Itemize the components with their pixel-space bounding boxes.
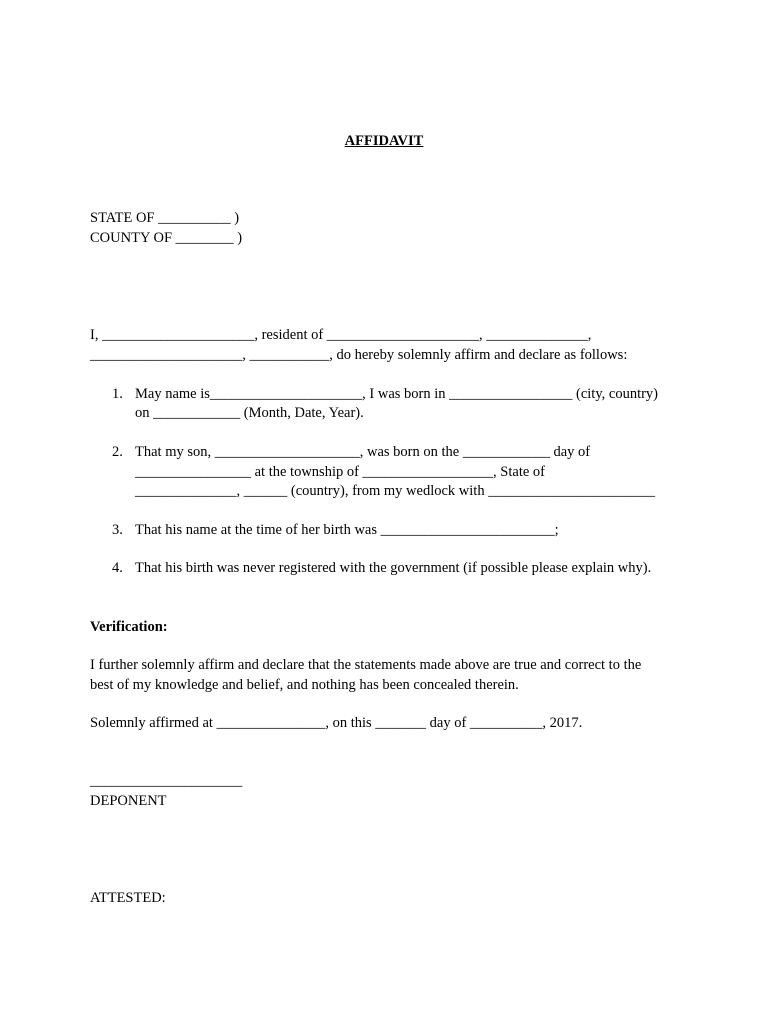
item-3-line-1: That his name at the time of her birth was ________________________; — [135, 522, 559, 538]
intro-line-2: _____________________, ___________, do hereby solemnly affirm and declare as follows: — [90, 347, 628, 363]
item-1-line-1: May name is_____________________, I was born in _________________ (city, country) — [135, 386, 659, 402]
intro-line-1: I, _____________________, resident of _____________________, ______________, — [90, 327, 592, 343]
item-4-number: 4. — [112, 560, 123, 576]
item-4-line-1: That his birth was never registered with the government (if possible please explain why). — [135, 560, 652, 576]
item-2-line-1: That my son, ____________________, was born on the ____________ day of — [135, 444, 591, 460]
item-1-number: 1. — [112, 386, 123, 402]
item-2-line-2: ________________ at the township of __________________, State of — [135, 464, 546, 480]
attested-label: ATTESTED: — [90, 890, 166, 906]
item-2-number: 2. — [112, 444, 123, 460]
verification-line-1: I further solemnly affirm and declare that the statements made above are true and correct to the — [90, 657, 642, 673]
item-2-line-3: ______________, ______ (country), from my wedlock with _______________________ — [135, 483, 655, 499]
county-line: COUNTY OF ________ ) — [90, 230, 243, 246]
item-1-line-2: on ____________ (Month, Date, Year). — [135, 405, 364, 421]
verification-line-2: best of my knowledge and belief, and nothing has been concealed therein. — [90, 677, 519, 693]
state-line: STATE OF __________ ) — [90, 210, 240, 226]
signature-line: _____________________ — [90, 773, 243, 789]
verification-heading: Verification: — [90, 619, 168, 635]
affirmed-line: Solemnly affirmed at _______________, on this _______ day of __________, 2017. — [90, 715, 583, 731]
item-3-number: 3. — [112, 522, 123, 538]
deponent-label: DEPONENT — [90, 793, 167, 809]
document-title: AFFIDAVIT — [344, 133, 424, 149]
